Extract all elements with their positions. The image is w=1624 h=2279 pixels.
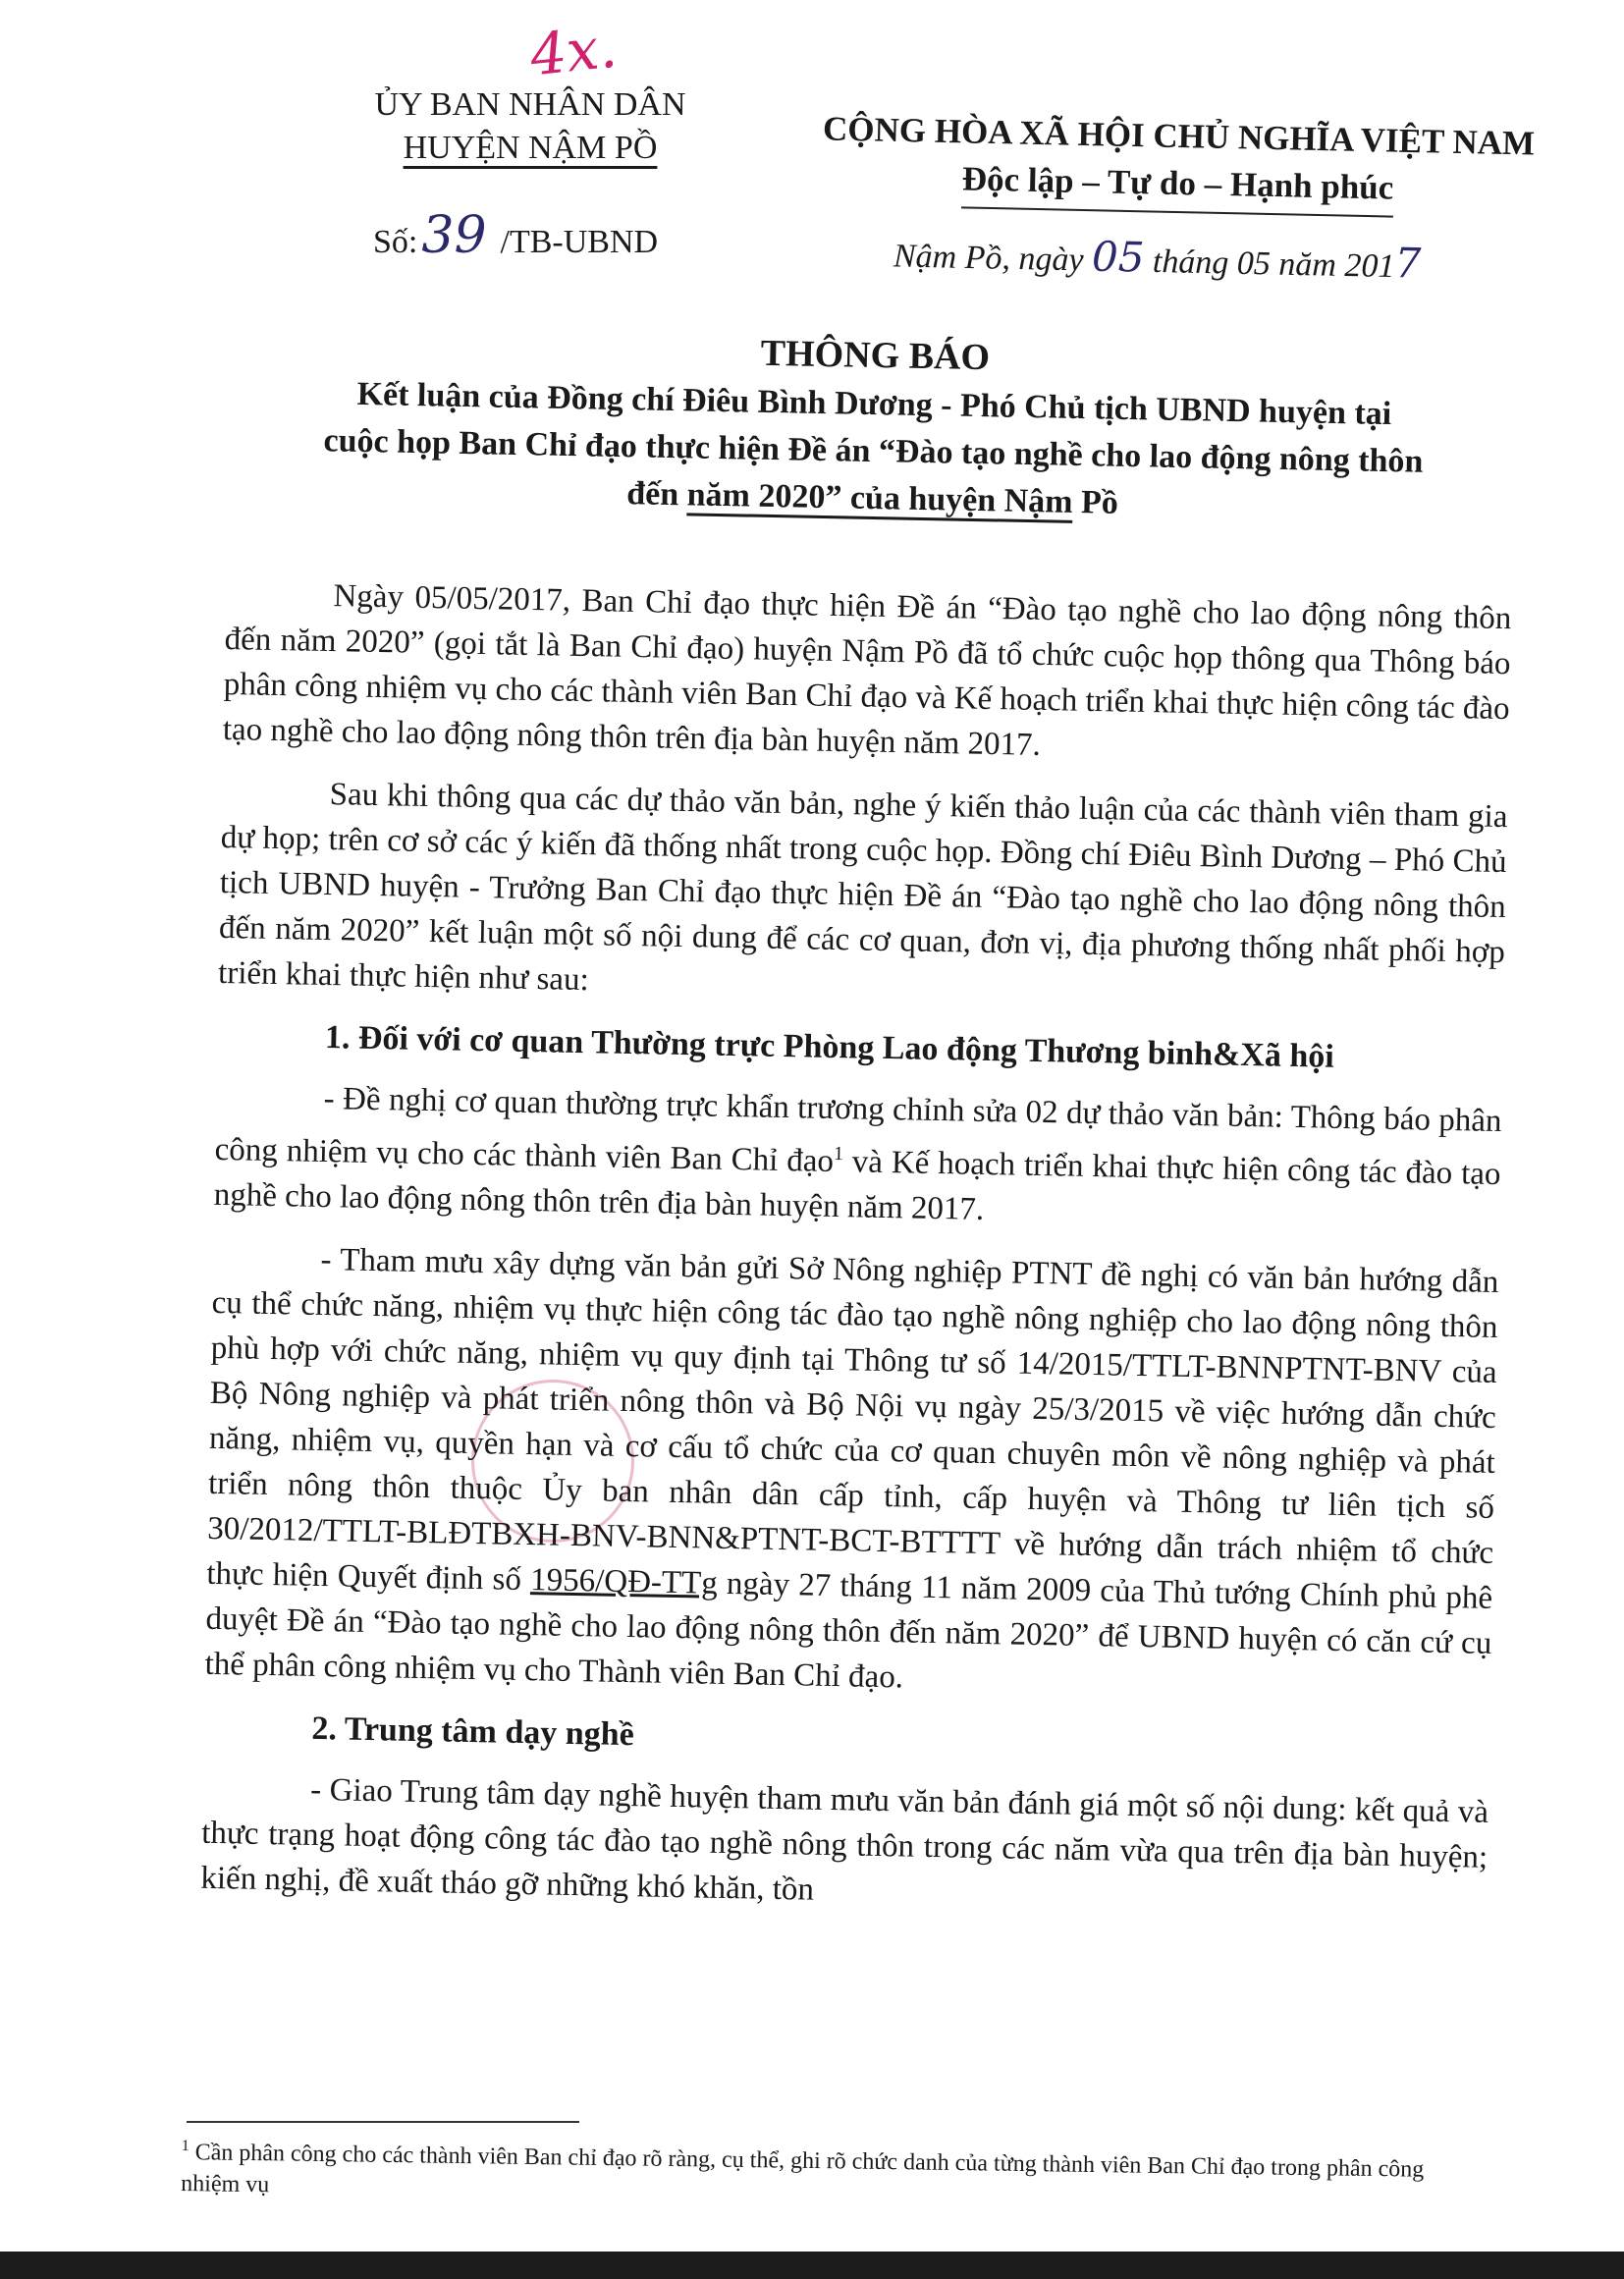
paragraph-2: Sau khi thông qua các dự thảo văn bản, nghe ý kiến thảo luận của các thành viên tham gia dự họp; trên cơ sở các ý kiến đã thống nhất trong cuộc họp. Đồng chí Điêu Bình Dương – Phó Chủ tịch UBND huyện - Trưởng Ban Chỉ đạo thực hiện Đề án “Đào tạo nghề cho lao động nông thôn đến năm 2020” kết luận một số nội dung để các cơ quan, đơn vị, địa phương thống nhất phối hợp triển khai thực hiện như sau: xyxy=(217,777,1508,999)
paragraph-5: - Giao Trung tâm dạy nghề huyện tham mưu văn bản đánh giá một số nội dung: kết quả và thực trạng hoạt động công tác đào tạo nghề nông thôn trong các năm vừa qua trên địa bàn huyện; kiến nghị, đề xuất tháo gỡ những khó khăn, tồn xyxy=(200,1771,1489,1908)
paragraph-4-text-b: ngày 27 tháng 11 năm 2009 của Thủ tướng Chính phủ phê duyệt Đề án “Đào tạo nghề cho lao động nông thôn đến năm 2020” để UBND huyện có căn cứ cụ thể phân công nhiệm vụ cho Thành viên Ban Chỉ đạo. xyxy=(204,1565,1493,1696)
title-line-3: cuộc họp Ban Chỉ đạo thực hiện Đề án “Đào tạo nghề cho lao động nông thôn xyxy=(323,422,1424,480)
paragraph-4 xyxy=(204,1235,1499,1711)
title-line-2: Kết luận của Đồng chí Điêu Bình Dương - Phó Chủ tịch UBND huyện tại xyxy=(356,375,1392,433)
paragraph-3-text-b: và Kế hoạch triển khai thực hiện công tác đào tạo nghề cho lao động nông thôn trên địa bàn huyện năm 2017. xyxy=(213,1144,1501,1227)
title-heading: THÔNG BÁO xyxy=(760,332,991,379)
document-title xyxy=(234,318,1514,535)
decision-reference: 1956/QĐ-TTg xyxy=(529,1562,719,1601)
section-heading-2: 2. Trung tâm dạy nghề xyxy=(311,1709,635,1754)
title-line-4-underlined: năm 2020” của huyện Nậm xyxy=(686,476,1073,520)
paragraph-3 xyxy=(213,1074,1502,1242)
footnote-rule xyxy=(187,2121,579,2123)
dateline-year-handwritten: 7 xyxy=(1393,239,1422,288)
paragraph-3-text-a: - Đề nghị cơ quan thường trực khẩn trương chỉnh sửa 02 dự thảo văn bản: Thông báo phân công nhiệm vụ cho các thành viên Ban Chỉ đạo xyxy=(214,1081,1502,1179)
section-heading-1: 1. Đối với cơ quan Thường trực Phòng Lao động Thương binh&Xã hội xyxy=(324,1019,1335,1075)
issuing-agency xyxy=(353,83,707,170)
scan-edge xyxy=(0,2252,1624,2279)
agency-line-2: HUYỆN NẬM PỒ xyxy=(403,130,658,166)
nation-name: CỘNG HÒA XÃ HỘI CHỦ NGHĨA VIỆT NAM xyxy=(822,109,1536,163)
paragraph-4-text-a: - Tham mưu xây dựng văn bản gửi Sở Nông nghiệp PTNT đề nghị có văn bản hướng dẫn cụ thể chức năng, nhiệm vụ thực hiện công tác đào tạo nghề nông nghiệp cho lao động nông thôn phù hợp với chức năng, nhiệm vụ quy định tại Thông tư số 14/2015/TTLT-BNNPTNT-BNV của Bộ Nông nghiệp và phát triển nông thôn và Bộ Nội vụ ngày 25/3/2015 về việc hướng dẫn chức năng, nhiệm vụ, quyền hạn và cơ cấu tổ chức của cơ quan chuyên môn về nông nghiệp và phát triển nông thôn thuộc Ủy ban nhân dân cấp tỉnh, cấp huyện và Thông tư liên tịch số 30/2012/TTLT-BLĐTBXH-BNV-BNN&PTNT-BCT-BTTTT về hướng dẫn trách nhiệm tổ chức thực hiện Quyết định số xyxy=(206,1241,1499,1599)
dateline-day-handwritten: 05 xyxy=(1091,232,1146,282)
handwritten-mark: 4x. xyxy=(526,13,621,89)
paragraph-1: Ngày 05/05/2017, Ban Chỉ đạo thực hiện Đề án “Đào tạo nghề cho lao động nông thôn đến năm 2020” (gọi tắt là Ban Chỉ đạo) huyện Nậm Pồ đã tổ chức cuộc họp thông qua Thông báo phân công nhiệm vụ cho các thành viên Ban Chỉ đạo và Kế hoạch triển khai thực hiện công tác đào tạo nghề cho lao động nông thôn trên địa bàn huyện năm 2017. xyxy=(222,578,1512,763)
document-number xyxy=(373,206,658,265)
dateline-place: Nậm Pồ, ngày xyxy=(893,238,1093,279)
nation-motto: Độc lập – Tự do – Hạnh phúc xyxy=(961,155,1394,217)
footnote-ref: 1 xyxy=(833,1142,844,1166)
dateline-month-year: tháng 05 năm 201 xyxy=(1144,243,1395,286)
doc-number-handwritten: 39 xyxy=(421,206,487,265)
national-header xyxy=(794,105,1562,221)
footnote-text: Cần phân công cho các thành viên Ban chỉ đạo rõ ràng, cụ thể, ghi rõ chức danh của từng thành viên Ban Chỉ đạo trong phân công nhiệm vụ xyxy=(181,2140,1425,2198)
doc-number-suffix: /TB-UBND xyxy=(500,224,659,260)
dateline xyxy=(893,228,1422,287)
doc-number-prefix: Số: xyxy=(373,224,418,260)
title-line-4-pre: đến xyxy=(625,475,688,514)
footnote-mark: 1 xyxy=(181,2137,189,2155)
title-line-4-post: Pồ xyxy=(1072,483,1119,521)
footnote xyxy=(181,2131,1458,2217)
document-body xyxy=(200,571,1512,1943)
agency-line-1: ỦY BAN NHÂN DÂN xyxy=(374,86,686,123)
